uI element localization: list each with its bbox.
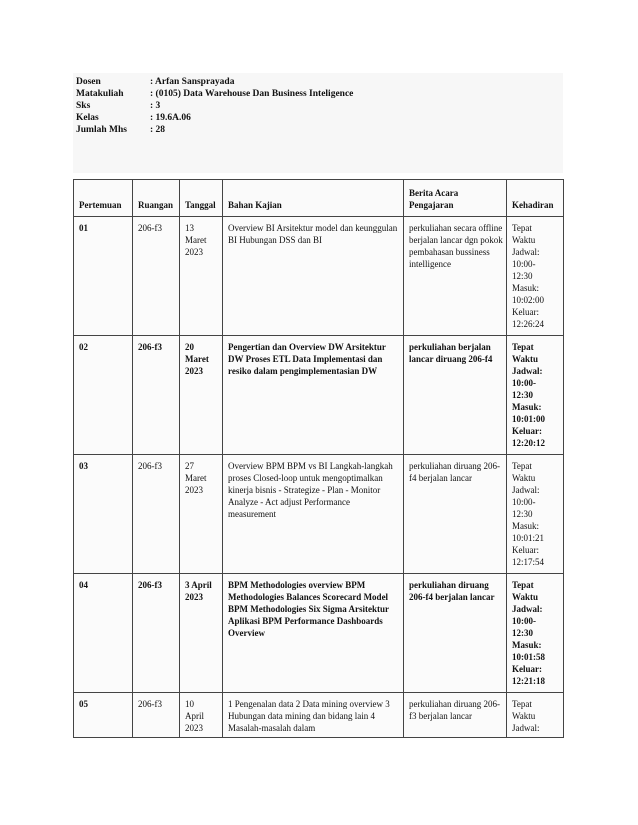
cell-kehadiran: Tepat Waktu Jadwal: 10:00- 12:30 Masuk: 10:01:21 Keluar: 12:17:54 [507, 455, 564, 574]
cell-pertemuan: 05 [74, 693, 133, 738]
cell-kehadiran: Tepat Waktu Jadwal: 10:00- 12:30 Masuk: 10:01:00 Keluar: 12:20:12 [507, 336, 564, 455]
cell-bahan-kajian: Overview BI Arsitektur model dan keunggulan BI Hubungan DSS dan BI [223, 217, 404, 336]
cell-tanggal: 27 Maret 2023 [180, 455, 223, 574]
cell-kehadiran: Tepat Waktu Jadwal: [507, 693, 564, 738]
info-value: : 19.6A.06 [150, 113, 191, 123]
cell-bahan-kajian: 1 Pengenalan data 2 Data mining overview 3 Hubungan data mining dan bidang lain 4 Masalah-masalah dalam [223, 693, 404, 738]
info-label: Jumlah Mhs [76, 125, 127, 135]
cell-pertemuan: 04 [74, 574, 133, 693]
info-value: : 28 [150, 125, 166, 135]
cell-berita-acara: perkuliahan diruang 206-f3 berjalan lancar [404, 693, 507, 738]
info-row-sks [76, 100, 353, 112]
info-row-jumlah-mhs [76, 124, 353, 136]
info-row-dosen [76, 76, 353, 88]
table-row [74, 455, 564, 574]
course-info [76, 76, 353, 136]
cell-bahan-kajian: BPM Methodologies overview BPM Methodologies Balances Scorecard Model BPM Methodologies Six Sigma Arsitektur Aplikasi BPM Performance Dashboards Overview [223, 574, 404, 693]
info-value: : (0105) Data Warehouse Dan Business Inteligence [150, 89, 354, 99]
cell-kehadiran: Tepat Waktu Jadwal: 10:00- 12:30 Masuk: 10:01:58 Keluar: 12:21:18 [507, 574, 564, 693]
table-row [74, 336, 564, 455]
info-value: : 3 [150, 101, 161, 111]
cell-bahan-kajian: Pengertian dan Overview DW Arsitektur DW Proses ETL Data Implementasi dan resiko dalam pengimplementasian DW [223, 336, 404, 455]
cell-pertemuan: 02 [74, 336, 133, 455]
cell-ruangan: 206-f3 [133, 217, 180, 336]
column-header-pertemuan: Pertemuan [74, 180, 133, 217]
column-header-berita-acara: Berita Acara Pengajaran [404, 180, 507, 217]
cell-ruangan: 206-f3 [133, 455, 180, 574]
table-row [74, 574, 564, 693]
column-header-ruangan: Ruangan [133, 180, 180, 217]
table-row [74, 217, 564, 336]
cell-pertemuan: 01 [74, 217, 133, 336]
cell-berita-acara: perkuliahan berjalan lancar diruang 206-f4 [404, 336, 507, 455]
info-label: Matakuliah [76, 89, 124, 99]
column-header-tanggal: Tanggal [180, 180, 223, 217]
cell-tanggal: 3 April 2023 [180, 574, 223, 693]
cell-kehadiran: Tepat Waktu Jadwal: 10:00- 12:30 Masuk: 10:02:00 Keluar: 12:26:24 [507, 217, 564, 336]
cell-ruangan: 206-f3 [133, 336, 180, 455]
info-label: Sks [76, 101, 91, 111]
cell-tanggal: 10 April 2023 [180, 693, 223, 738]
cell-ruangan: 206-f3 [133, 574, 180, 693]
cell-tanggal: 20 Maret 2023 [180, 336, 223, 455]
info-label: Dosen [76, 77, 101, 87]
cell-ruangan: 206-f3 [133, 693, 180, 738]
cell-pertemuan: 03 [74, 455, 133, 574]
info-label: Kelas [76, 113, 99, 123]
cell-bahan-kajian: Overview BPM BPM vs BI Langkah-langkah proses Closed-loop untuk mengoptimalkan kinerja bisnis - Strategize - Plan - Monitor Analyze - Act adjust Performance measurement [223, 455, 404, 574]
cell-berita-acara: perkuliahan secara offline berjalan lancar dgn pokok pembahasan bussiness intelligence [404, 217, 507, 336]
column-header-bahan-kajian: Bahan Kajian [223, 180, 404, 217]
table-header-row [74, 180, 564, 217]
table-row [74, 693, 564, 738]
info-row-matakuliah [76, 88, 353, 100]
info-value: : Arfan Sansprayada [150, 77, 235, 87]
cell-berita-acara: perkuliahan diruang 206-f4 berjalan lancar [404, 455, 507, 574]
attendance-table [73, 179, 564, 738]
info-row-kelas [76, 112, 353, 124]
cell-berita-acara: perkuliahan diruang 206-f4 berjalan lancar [404, 574, 507, 693]
cell-tanggal: 13 Maret 2023 [180, 217, 223, 336]
column-header-kehadiran: Kehadiran [507, 180, 564, 217]
